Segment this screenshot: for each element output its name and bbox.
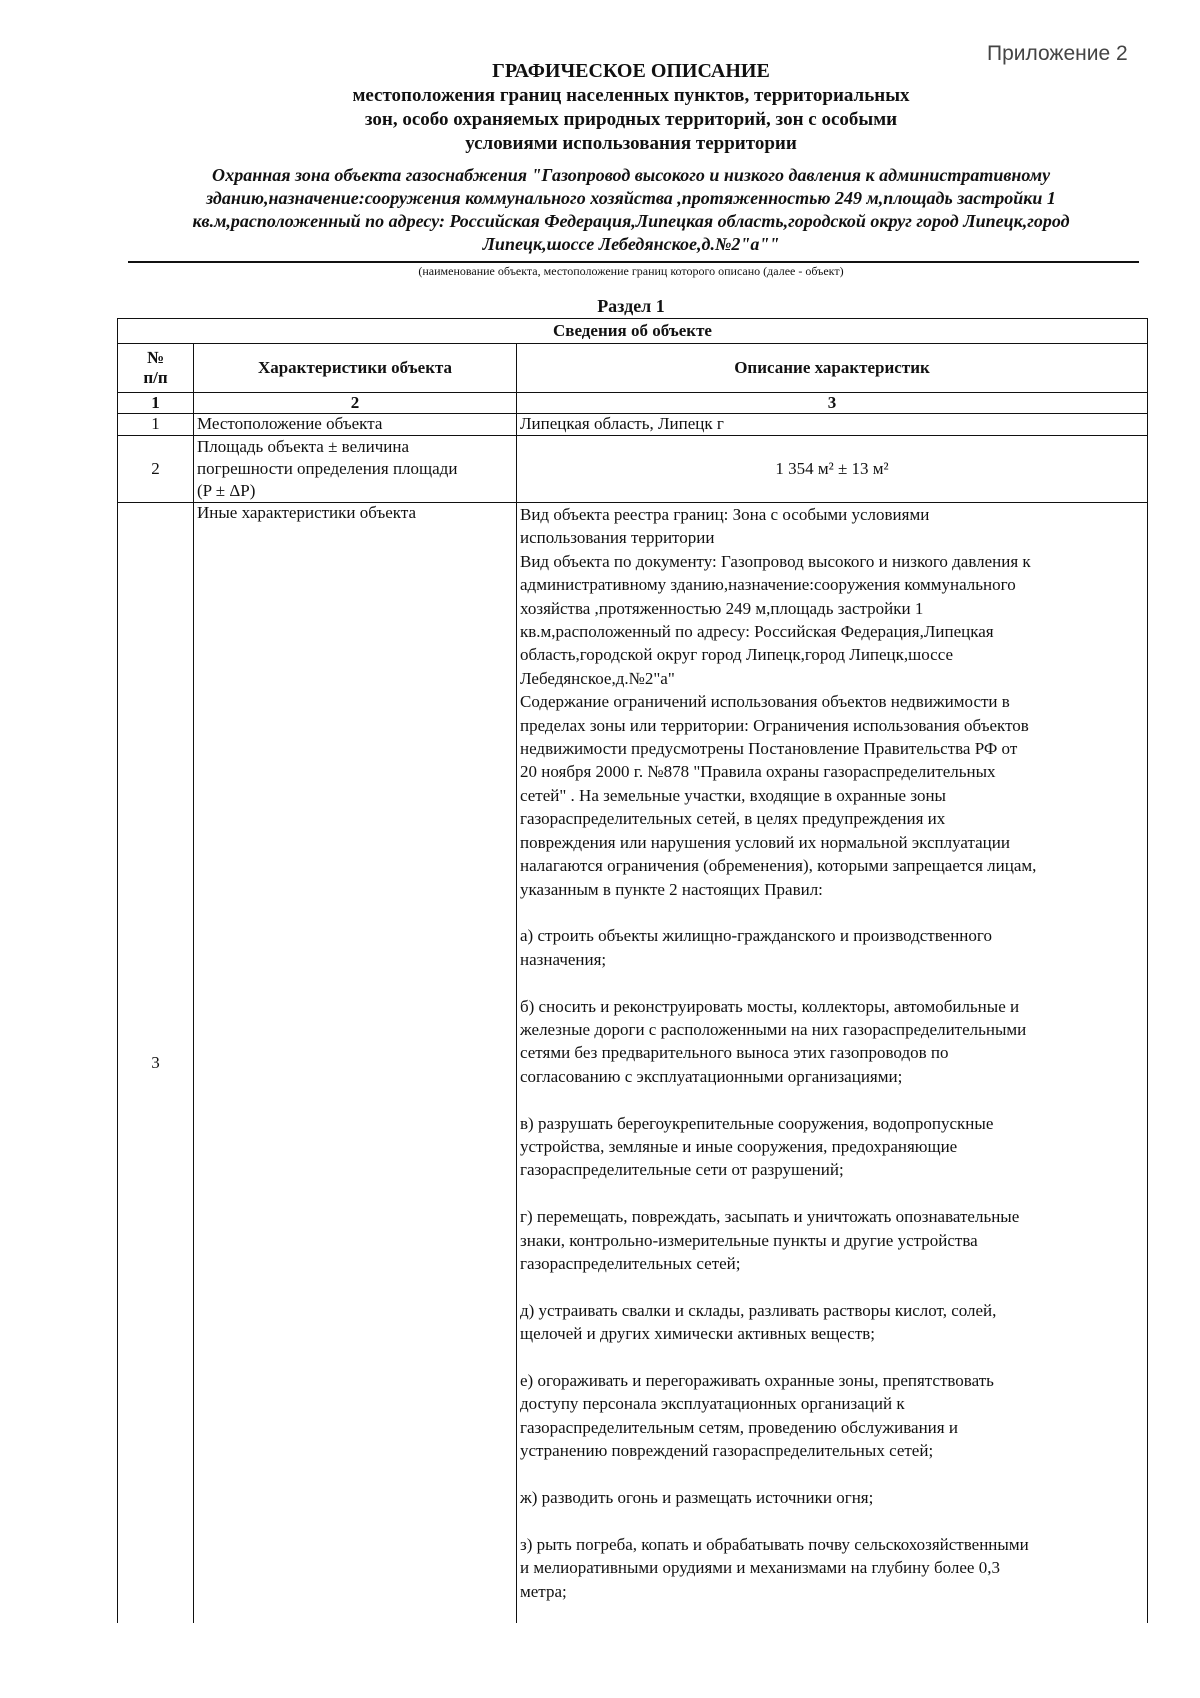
header-numbers-row bbox=[118, 393, 1148, 414]
description-line: налагаются ограничения (обременения), которыми запрещается лицам, bbox=[520, 856, 1037, 876]
divider-line bbox=[128, 261, 1139, 263]
row-name: Местоположение объекта bbox=[194, 414, 517, 436]
object-name-line: кв.м,расположенный по адресу: Российская Федерация,Липецкая область,городской округ город Липецк,город bbox=[192, 211, 1070, 231]
row-number: 3 bbox=[118, 503, 194, 1624]
description-line: Вид объекта по документу: Газопровод высокого и низкого давления к bbox=[520, 551, 1031, 571]
subtitle-line: местоположения границ населенных пунктов, территориальных bbox=[352, 85, 910, 106]
description-line: железные дороги с расположенными на них газораспределительными bbox=[520, 1019, 1027, 1039]
description-line: и мелиоративными орудиями и механизмами на глубину более 0,3 bbox=[520, 1558, 1000, 1578]
description-line: газораспределительных сетей; bbox=[520, 1253, 741, 1273]
row-number: 2 bbox=[118, 436, 194, 503]
row-number: 1 bbox=[118, 414, 194, 436]
section-title: Раздел 1 bbox=[597, 296, 665, 316]
description-line: сетей" . На земельные участки, входящие в охранные зоны bbox=[520, 785, 946, 805]
row-value: Липецкая область, Липецк г bbox=[517, 414, 1148, 436]
description-line: кв.м,расположенный по адресу: Российская Федерация,Липецкая bbox=[520, 622, 994, 642]
description-line: указанным в пункте 2 настоящих Правил: bbox=[520, 879, 823, 899]
paragraph-gap bbox=[520, 901, 1144, 924]
document-subtitle bbox=[0, 84, 1200, 156]
paragraph-gap bbox=[520, 1509, 1144, 1532]
header-col-number: 1 bbox=[118, 393, 194, 414]
paragraph-gap bbox=[520, 1182, 1144, 1205]
description-line: газораспределительные сети от разрушений; bbox=[520, 1160, 844, 1180]
description-line: использования территории bbox=[520, 528, 715, 548]
description-line: щелочей и других химически активных веществ; bbox=[520, 1324, 875, 1344]
description-line: метра; bbox=[520, 1581, 567, 1601]
description-line: назначения; bbox=[520, 949, 607, 969]
header-col-number: 3 bbox=[517, 393, 1148, 414]
description-line: Содержание ограничений использования объектов недвижимости в bbox=[520, 692, 1010, 712]
description-line: Лебедянское,д.№2"а" bbox=[520, 668, 675, 688]
table-row bbox=[118, 414, 1148, 436]
header-number: № п/п bbox=[118, 344, 194, 393]
description-line: ж) разводить огонь и размещать источники огня; bbox=[520, 1487, 874, 1507]
description-line: знаки, контрольно-измерительные пункты и другие устройства bbox=[520, 1230, 978, 1250]
appendix-label: Приложение 2 bbox=[987, 42, 1128, 65]
description-line: а) строить объекты жилищно-гражданского и производственного bbox=[520, 926, 992, 946]
object-info-table bbox=[117, 318, 1148, 1623]
description-line: д) устраивать свалки и склады, разливать растворы кислот, солей, bbox=[520, 1300, 997, 1320]
description-line: согласованию с эксплуатационными организациями; bbox=[520, 1066, 903, 1086]
table-header-row bbox=[118, 344, 1148, 393]
description-line: административному зданию,назначение:сооружения коммунального bbox=[520, 575, 1016, 595]
row-name-line: погрешности определения площади bbox=[197, 459, 458, 478]
paragraph-gap bbox=[520, 1463, 1144, 1486]
row-value bbox=[517, 503, 1148, 1624]
subtitle-line: зон, особо охраняемых природных территорий, зон с особыми bbox=[364, 109, 898, 130]
header-characteristics: Характеристики объекта bbox=[194, 344, 517, 393]
description-line: б) сносить и реконструировать мосты, коллекторы, автомобильные и bbox=[520, 996, 1020, 1016]
paragraph-gap bbox=[520, 1088, 1144, 1111]
description-line: г) перемещать, повреждать, засыпать и уничтожать опознавательные bbox=[520, 1207, 1020, 1227]
row-name bbox=[194, 436, 517, 503]
description-line: доступу персонала эксплуатационных организаций к bbox=[520, 1394, 905, 1414]
description-line: Вид объекта реестра границ: Зона с особыми условиями bbox=[520, 505, 930, 524]
table-row bbox=[118, 503, 1148, 1624]
row-name-line: (P ± ΔP) bbox=[197, 481, 256, 500]
table-title-row bbox=[118, 319, 1148, 344]
table-row bbox=[118, 436, 1148, 503]
description-line: недвижимости предусмотрены Постановление Правительства РФ от bbox=[520, 739, 1018, 759]
paragraph-gap bbox=[520, 1346, 1144, 1369]
paragraph-gap bbox=[520, 971, 1144, 994]
description-line: устройства, земляные и иные сооружения, предохраняющие bbox=[520, 1136, 958, 1156]
description-line: хозяйства ,протяженностью 249 м,площадь застройки 1 bbox=[520, 598, 924, 618]
paragraph-gap bbox=[520, 1275, 1144, 1298]
description-line: повреждения или нарушения условий их нормальной эксплуатации bbox=[520, 832, 1010, 852]
object-name-line: Охранная зона объекта газоснабжения "Газопровод высокого и низкого давления к административному bbox=[211, 165, 1051, 185]
subtitle-line: условиями использования территории bbox=[465, 133, 797, 154]
object-name-line: зданию,назначение:сооружения коммунального хозяйства ,протяженностью 249 м,площадь застройки 1 bbox=[206, 188, 1056, 208]
row-name-line: Площадь объекта ± величина bbox=[197, 437, 410, 456]
description-line: газораспределительным сетям, проведению обслуживания и bbox=[520, 1417, 958, 1437]
description-line: пределах зоны или территории: Ограничения использования объектов bbox=[520, 715, 1029, 735]
description-line: 20 ноября 2000 г. №878 "Правила охраны газораспределительных bbox=[520, 762, 996, 782]
document-title: ГРАФИЧЕСКОЕ ОПИСАНИЕ bbox=[492, 60, 770, 82]
object-name bbox=[120, 164, 1142, 256]
object-name-line: Липецк,шоссе Лебедянское,д.№2"а"" bbox=[482, 234, 780, 254]
description-line: область,городской округ город Липецк,город Липецк,шоссе bbox=[520, 645, 954, 665]
header-description: Описание характеристик bbox=[517, 344, 1148, 393]
row-name: Иные характеристики объекта bbox=[194, 503, 517, 1624]
header-col-number: 2 bbox=[194, 393, 517, 414]
table-title: Сведения об объекте bbox=[118, 319, 1148, 344]
description-line: е) огораживать и перегораживать охранные зоны, препятствовать bbox=[520, 1370, 994, 1390]
row-value: 1 354 м² ± 13 м² bbox=[517, 436, 1148, 503]
description-line: сетями без предварительного выноса этих газопроводов по bbox=[520, 1043, 949, 1063]
description-line: газораспределительных сетей, в целях предупреждения их bbox=[520, 809, 946, 829]
description-line: устранению повреждений газораспределительных сетей; bbox=[520, 1441, 934, 1461]
object-name-caption: (наименование объекта, местоположение границ которого описано (далее - объект) bbox=[418, 264, 844, 278]
description-line: з) рыть погреба, копать и обрабатывать почву сельскохозяйственными bbox=[520, 1534, 1029, 1554]
description-line: в) разрушать берегоукрепительные сооружения, водопропускные bbox=[520, 1113, 994, 1133]
